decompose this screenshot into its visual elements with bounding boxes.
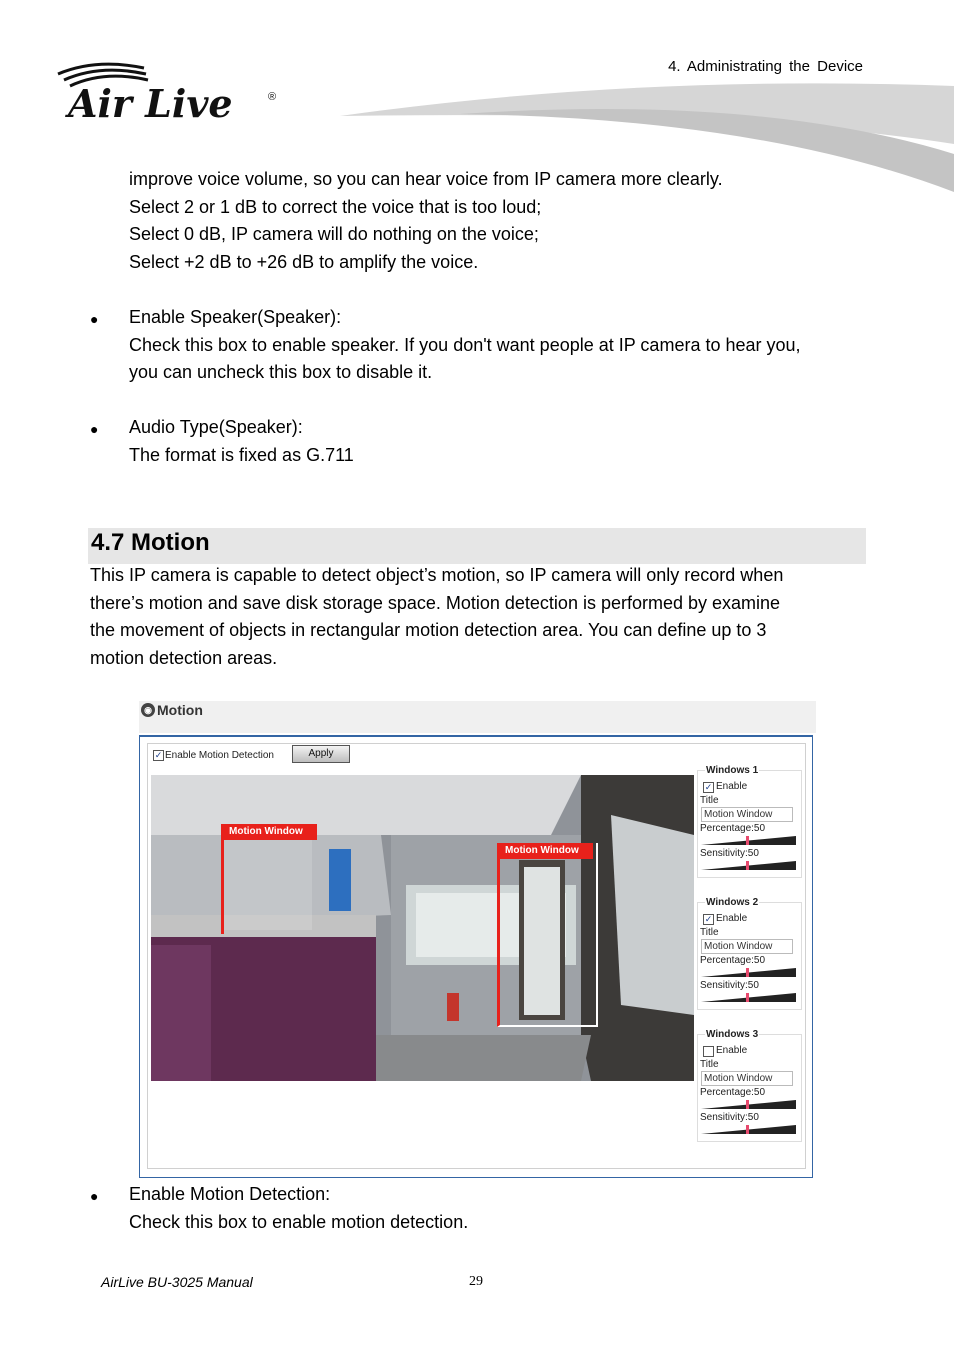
windows-1-title-input[interactable]: Motion Window (701, 807, 793, 822)
motion-icon: ◉ (141, 703, 155, 717)
apply-button[interactable]: Apply (292, 745, 350, 763)
speaker-title: Enable Speaker(Speaker): (129, 307, 342, 327)
section-paragraph (90, 562, 783, 672)
windows-2-enable-label: Enable (716, 913, 748, 924)
intro-paragraph (129, 166, 723, 276)
windows-1-percentage-slider[interactable] (701, 836, 796, 845)
windows-3-percentage-slider[interactable] (701, 1100, 796, 1109)
footer-manual: AirLive BU-3025 Manual (101, 1274, 253, 1290)
motion-window-label: Motion Window (224, 824, 317, 840)
intro-line: Select +2 dB to +26 dB to amplify the voice. (129, 251, 479, 272)
windows-1-enable-label: Enable (716, 781, 748, 792)
speaker-desc: you can uncheck this box to disable it. (129, 362, 433, 382)
section-line: the movement of objects in rectangular motion detection area. You can define up to 3 (90, 620, 767, 640)
section-line: This IP camera is capable to detect object’s motion, so IP camera will only record when (90, 565, 784, 585)
windows-2-sensitivity: Sensitivity:50 (700, 980, 759, 991)
svg-text:®: ® (268, 91, 277, 103)
windows-1-title: Windows 1 (706, 765, 759, 776)
windows-3-enable-label: Enable (716, 1045, 748, 1056)
intro-line: improve voice volume, so you can hear voice from IP camera more clearly. (129, 169, 723, 189)
enable-motion-label: Enable Motion Detection (165, 750, 274, 761)
enable-motion-desc: Check this box to enable motion detection. (129, 1211, 469, 1232)
enable-motion-title: Enable Motion Detection: (129, 1184, 331, 1204)
windows-2-enable-checkbox[interactable]: ✓ (704, 914, 713, 924)
intro-line: Select 2 or 1 dB to correct the voice that is too loud; (129, 196, 542, 217)
windows-1-sensitivity: Sensitivity:50 (700, 848, 759, 859)
speaker-item (129, 304, 801, 387)
section-heading (88, 528, 866, 564)
motion-window-overlay[interactable] (221, 824, 314, 934)
section-line: motion detection areas. (90, 647, 278, 668)
windows-3-enable-checkbox[interactable] (703, 1046, 714, 1057)
windows-3-percentage: Percentage:50 (700, 1087, 766, 1098)
page-number: 29 (469, 1274, 483, 1289)
windows-3-title: Windows 3 (706, 1029, 759, 1040)
speaker-desc: Check this box to enable speaker. If you don't want people at IP camera to hear you, (129, 334, 801, 355)
figure-title-bar (139, 701, 816, 733)
chapter-title: 4. Administrating the Device (668, 58, 863, 75)
enable-motion-item (129, 1181, 468, 1236)
windows-2-panel (697, 897, 802, 1010)
intro-line: Select 0 dB, IP camera will do nothing on the voice; (129, 224, 539, 244)
audio-type-item (129, 414, 354, 469)
windows-3-title-input[interactable]: Motion Window (701, 1071, 793, 1086)
windows-3-sensitivity-slider[interactable] (701, 1125, 796, 1134)
bullet-icon: ● (90, 1188, 99, 1204)
windows-2-percentage: Percentage:50 (700, 955, 766, 966)
windows-3-sensitivity: Sensitivity:50 (700, 1112, 759, 1123)
windows-3-title-label: Title (700, 1059, 719, 1070)
section-title: 4.7 Motion (91, 529, 210, 556)
airlive-logo (56, 60, 286, 124)
windows-1-title-label: Title (700, 795, 719, 806)
motion-window-overlay[interactable] (497, 843, 598, 1027)
section-line: there’s motion and save disk storage space. Motion detection is performed by examine (90, 592, 781, 613)
logo-text: Air Live (68, 81, 233, 124)
enable-motion-checkbox[interactable]: ✓ (154, 750, 163, 760)
windows-2-title-label: Title (700, 927, 719, 938)
motion-window-label: Motion Window (500, 843, 593, 859)
windows-1-percentage: Percentage:50 (700, 823, 766, 834)
windows-2-sensitivity-slider[interactable] (701, 993, 796, 1002)
windows-1-enable-checkbox[interactable]: ✓ (704, 782, 713, 792)
windows-2-title: Windows 2 (706, 897, 759, 908)
windows-1-panel (697, 765, 802, 878)
windows-2-title-input[interactable]: Motion Window (701, 939, 793, 954)
windows-2-percentage-slider[interactable] (701, 968, 796, 977)
figure-title: Motion (157, 702, 203, 718)
audio-type-title: Audio Type(Speaker): (129, 417, 303, 437)
camera-view[interactable] (151, 775, 694, 1081)
windows-3-panel (697, 1029, 802, 1142)
windows-1-sensitivity-slider[interactable] (701, 861, 796, 870)
audio-type-desc: The format is fixed as G.711 (129, 444, 354, 465)
bullet-icon: ● (90, 421, 99, 437)
bullet-icon: ● (90, 311, 99, 327)
